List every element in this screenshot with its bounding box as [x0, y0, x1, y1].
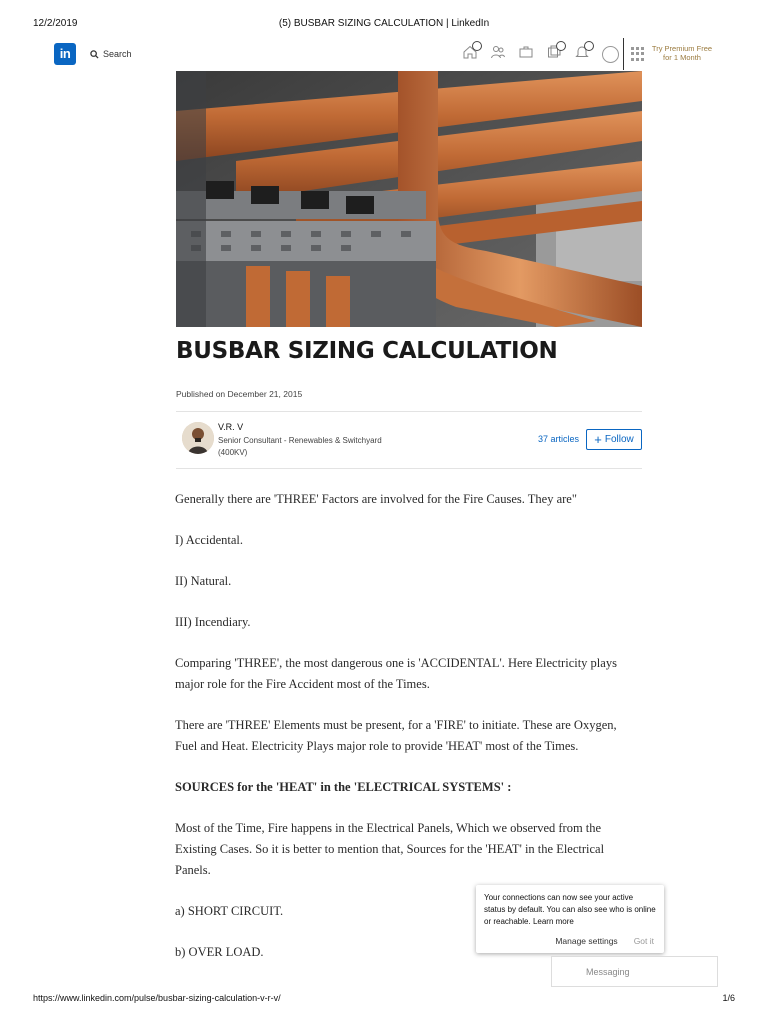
print-date: 12/2/2019: [33, 18, 78, 29]
article-paragraph: Comparing 'THREE', the most dangerous one is 'ACCIDENTAL'. Here Electricity plays major role for the Fire Accident most of the Times.: [175, 656, 617, 691]
print-page-number: 1/6: [722, 993, 735, 1003]
article-paragraph: Generally there are 'THREE' Factors are involved for the Fire Causes. They are": [175, 492, 577, 506]
messaging-icon[interactable]: [546, 44, 562, 64]
linkedin-logo[interactable]: in: [54, 43, 76, 65]
jobs-icon[interactable]: [518, 44, 534, 64]
published-date: Published on December 21, 2015: [176, 389, 303, 399]
nav-icons: [462, 44, 619, 66]
follow-label: Follow: [604, 434, 634, 445]
follow-button[interactable]: [586, 429, 642, 450]
manage-settings-button[interactable]: Manage settings: [555, 936, 618, 946]
messaging-notification-dot: [556, 41, 566, 51]
learn-more-link[interactable]: Learn more: [532, 917, 574, 926]
article-paragraph: b) OVER LOAD.: [175, 945, 264, 959]
active-status-toast: [476, 885, 664, 953]
author-headline: Senior Consultant - Renewables & Switchyard (400KV): [218, 436, 382, 457]
search-box[interactable]: [90, 46, 132, 62]
article-paragraph: a) SHORT CIRCUIT.: [175, 904, 284, 918]
article-title: BUSBAR SIZING CALCULATION: [176, 338, 558, 364]
work-grid-icon[interactable]: [631, 47, 645, 61]
print-footer: [0, 993, 768, 1007]
premium-line1: Try Premium Free: [651, 44, 713, 53]
me-avatar[interactable]: [602, 46, 619, 63]
nav-divider: [623, 38, 624, 70]
notifications-icon[interactable]: [574, 44, 590, 64]
top-navbar: [0, 40, 768, 72]
hero-image-busbars: [176, 71, 642, 327]
article-subheading: SOURCES for the 'HEAT' in the 'ELECTRICAL SYSTEMS' :: [175, 780, 512, 794]
toast-message: [484, 892, 656, 928]
messaging-label: Messaging: [586, 966, 630, 977]
search-icon: [90, 50, 99, 59]
home-icon[interactable]: [462, 44, 478, 64]
premium-link[interactable]: [650, 44, 714, 62]
messaging-bar[interactable]: [551, 956, 718, 987]
plus-icon: +: [594, 431, 602, 447]
author-bar: [176, 411, 642, 469]
author-avatar[interactable]: [182, 422, 214, 454]
toast-text: Your connections can now see your active status by default. You can also see who is online or reachable.: [484, 893, 656, 926]
articles-count-link[interactable]: 37 articles: [538, 434, 580, 444]
print-header: [0, 18, 768, 32]
got-it-button[interactable]: Got it: [633, 936, 654, 946]
article-paragraph: Most of the Time, Fire happens in the Electrical Panels, Which we observed from the Existing Cases. So it is better to mention that, Sources for the 'HEAT' in the Electrical Panels.: [175, 821, 605, 877]
article-paragraph: II) Natural.: [175, 574, 232, 588]
search-label: Search: [103, 49, 132, 59]
article-paragraph: III) Incendiary.: [175, 615, 251, 629]
article-paragraph: There are 'THREE' Elements must be present, for a 'FIRE' to initiate. These are Oxygen, Fuel and Heat. Electricity Plays major role to provide 'HEAT' most of the Times.: [175, 718, 617, 753]
article-paragraph: I) Accidental.: [175, 533, 244, 547]
my-network-icon[interactable]: [490, 44, 506, 64]
toast-actions: [555, 936, 654, 946]
premium-line2: for 1 Month: [663, 53, 701, 62]
author-name[interactable]: V.R. V: [218, 422, 244, 432]
print-url: https://www.linkedin.com/pulse/busbar-sizing-calculation-v-r-v/: [33, 993, 281, 1003]
notifications-dot: [584, 41, 594, 51]
print-title: (5) BUSBAR SIZING CALCULATION | LinkedIn: [278, 18, 490, 29]
home-notification-dot: [472, 41, 482, 51]
